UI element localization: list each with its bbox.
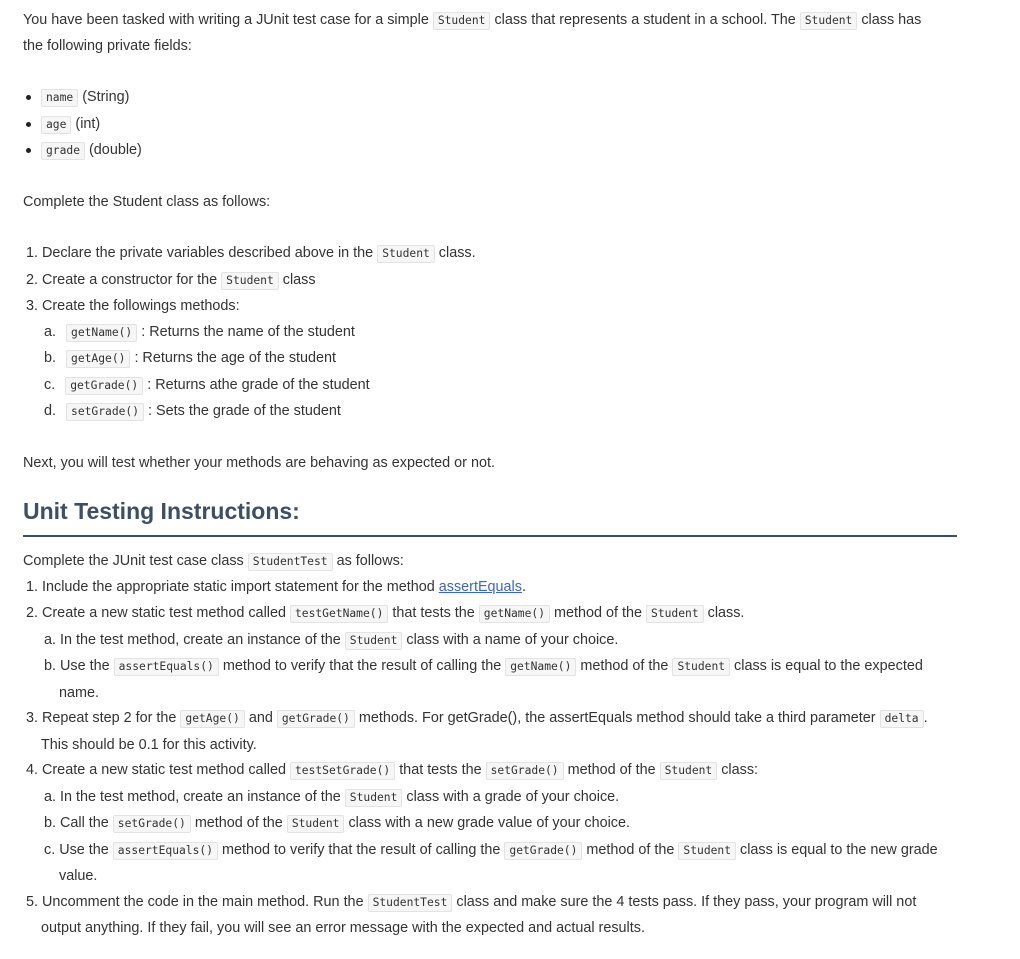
step-2 (26, 267, 316, 294)
unit-text: a. In the test method, create an instance of the (44, 789, 341, 805)
unit-text: class with a name of your choice. (406, 632, 619, 648)
unit-step-1 (26, 574, 526, 600)
field-item (41, 84, 129, 111)
unit-text: as follows: (336, 553, 404, 569)
inline-code: Student (660, 762, 718, 780)
inline-code: Student (345, 789, 403, 807)
unit-step-5-cont: output anything. If they fail, you will see an error message with the expected and actual results. (41, 920, 645, 936)
unit-text: class is equal to the new grade (740, 842, 938, 858)
inline-code: Student (678, 842, 736, 860)
inline-code: getName() (66, 324, 137, 342)
unit-text: c. Use the (44, 842, 109, 858)
next-text: Next, you will test whether your methods are behaving as expected or not. (23, 455, 495, 471)
substep-letter: a. (44, 324, 57, 340)
intro-text: class that represents a student in a school. The (494, 12, 796, 28)
inline-code: Student (377, 245, 435, 263)
heading-divider (23, 535, 957, 537)
intro-text: You have been tasked with writing a JUnit test case for a simple (23, 12, 429, 28)
inline-code: setGrade() (486, 762, 564, 780)
inline-code: getGrade() (277, 710, 355, 728)
step-3: 3. Create the followings methods: (26, 298, 240, 314)
inline-code: Student (221, 272, 279, 290)
unit-text: 3. Repeat step 2 for the (26, 710, 177, 726)
complete-text: Complete the Student class as follows: (23, 194, 271, 210)
unit-step-2b (44, 653, 923, 680)
step-text: class (282, 272, 316, 288)
inline-code: testGetName() (290, 605, 388, 623)
step-1 (26, 240, 476, 267)
inline-code: StudentTest (368, 894, 453, 912)
inline-code: Student (646, 605, 704, 623)
inline-code: Student (345, 632, 403, 650)
inline-code: getGrade() (504, 842, 582, 860)
inline-code: Student (800, 12, 858, 30)
step-text: 1. Declare the private variables described above in the (26, 245, 374, 261)
substep (44, 345, 336, 372)
substep-letter: c. (44, 377, 56, 393)
unit-text: 2. Create a new static test method called (26, 605, 286, 621)
unit-text: methods. For getGrade(), the assertEquals method should take a third parameter (358, 710, 876, 726)
inline-code: assertEquals() (114, 658, 219, 676)
substep-text: : Returns athe grade of the student (147, 377, 370, 393)
inline-code: assertEquals() (113, 842, 218, 860)
bullet-icon (26, 95, 31, 100)
unit-text: method of the (567, 762, 656, 778)
unit-text: method to verify that the result of calling the (222, 658, 502, 674)
unit-text: . (521, 579, 526, 595)
bullet-icon (26, 122, 31, 127)
field-type: (String) (82, 89, 130, 105)
field-item (41, 137, 142, 164)
inline-code: Student (433, 12, 491, 30)
unit-step-3 (26, 705, 928, 732)
unit-text: 4. Create a new static test method called (26, 762, 286, 778)
substep-letter: d. (44, 403, 57, 419)
unit-text: class: (721, 762, 759, 778)
inline-code: getName() (505, 658, 576, 676)
unit-text: that tests the (392, 605, 475, 621)
unit-text: class is equal to the expected (734, 658, 923, 674)
intro-line-2: the following private fields: (23, 38, 192, 54)
inline-code: getName() (479, 605, 550, 623)
step-text: 2. Create a constructor for the (26, 272, 218, 288)
unit-text: class with a grade of your choice. (406, 789, 620, 805)
unit-step-4 (26, 757, 758, 784)
inline-code: age (41, 116, 71, 134)
step-text: class. (438, 245, 476, 261)
unit-text: and (248, 710, 273, 726)
inline-code: getAge() (66, 350, 130, 368)
unit-step-4c (44, 837, 938, 864)
substep (44, 319, 355, 346)
unit-text: that tests the (399, 762, 482, 778)
inline-code: name (41, 89, 78, 107)
field-item (41, 111, 100, 138)
field-type: (int) (75, 116, 101, 132)
unit-step-4c-cont: value. (59, 868, 98, 884)
intro-text: class has (861, 12, 922, 28)
substep-text: : Returns the age of the student (134, 350, 337, 366)
inline-code: Student (672, 658, 730, 676)
inline-code: testSetGrade() (290, 762, 395, 780)
substep (44, 398, 341, 425)
substep-letter: b. (44, 350, 57, 366)
unit-text: class. (707, 605, 745, 621)
unit-step-2 (26, 600, 744, 627)
inline-code: StudentTest (248, 553, 333, 571)
field-type: (double) (89, 142, 142, 158)
inline-code: setGrade() (66, 403, 144, 421)
unit-text: method of the (194, 815, 283, 831)
unit-text: . (923, 710, 928, 726)
inline-code: setGrade() (113, 815, 191, 833)
unit-step-3-cont: This should be 0.1 for this activity. (41, 737, 257, 753)
unit-text: method of the (554, 605, 643, 621)
unit-text: b. Call the (44, 815, 109, 831)
inline-code: grade (41, 142, 85, 160)
unit-step-2a (44, 627, 618, 654)
substep-text: : Sets the grade of the student (148, 403, 341, 419)
unit-text: method of the (580, 658, 669, 674)
inline-code: getAge() (180, 710, 244, 728)
unit-step-5 (26, 889, 916, 916)
section-heading: Unit Testing Instructions: (23, 498, 300, 524)
assert-equals-link[interactable]: assertEquals (438, 579, 522, 595)
unit-text: a. In the test method, create an instance of the (44, 632, 341, 648)
intro-line-1 (23, 7, 921, 34)
unit-step-4b (44, 810, 630, 837)
inline-code: delta (880, 710, 924, 728)
unit-text: 5. Uncomment the code in the main method. Run the (26, 894, 364, 910)
unit-text: class and make sure the 4 tests pass. If they pass, your program will not (456, 894, 917, 910)
substep-text: : Returns the name of the student (141, 324, 355, 340)
unit-step-2b-cont: name. (59, 685, 99, 701)
inline-code: getGrade() (65, 377, 143, 395)
unit-text: 1. Include the appropriate static import statement for the method (26, 579, 435, 595)
unit-text: method to verify that the result of calling the (222, 842, 501, 858)
unit-text: Complete the JUnit test case class (23, 553, 244, 569)
unit-text: class with a new grade value of your choice. (348, 815, 631, 831)
unit-intro (23, 548, 404, 575)
inline-code: Student (287, 815, 345, 833)
unit-text: b. Use the (44, 658, 110, 674)
unit-step-4a (44, 784, 619, 811)
substep (44, 372, 370, 399)
unit-text: method of the (586, 842, 675, 858)
bullet-icon (26, 148, 31, 153)
